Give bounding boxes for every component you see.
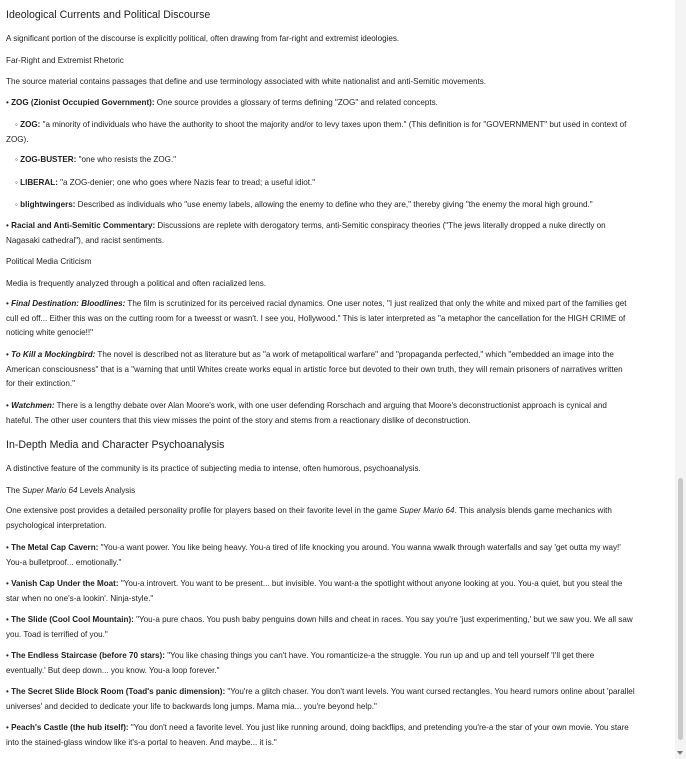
list-item-label: Watchmen: — [11, 401, 55, 410]
scrollbar-thumb[interactable] — [678, 478, 683, 740]
list-item-to-kill-a-mockingbird — [6, 348, 666, 392]
paragraph-far-right-intro: The source material contains passages that define and use terminology associated with white nationalist and anti-Semitic movements. — [6, 77, 487, 86]
heading-ideological-currents: Ideological Currents and Political Discourse — [6, 9, 211, 21]
list-item-text-cont: into the stained-glass window like it's-a portal to heaven. And maybe... it is." — [6, 737, 277, 747]
list-item-text: One source provides a glossary of terms defining "ZOG" and related concepts. — [154, 98, 438, 107]
list-item-label: To Kill a Mockingbird: — [11, 350, 96, 359]
list-item-text: There is a lengthy debate over Alan Moore's work, with one user defending Rorschach and arguing that Moore's deconstructionist approach is cynical and — [54, 401, 607, 410]
bullet: • — [6, 401, 9, 410]
list-item-final-destination — [6, 297, 666, 341]
list-item-label: The Slide (Cool Cool Mountain): — [11, 615, 134, 624]
bullet: • — [6, 299, 9, 308]
list-item-text: "You-a introvert. You want to be present... but invisible. You want-a the spotlight without anyone looking at you. You-a quiet, but you steal the — [118, 579, 623, 588]
bullet: • — [6, 221, 9, 230]
list-item-text-cont: American consciousness" that is a "warning that until Whites create works equal in artistic force but devoted to their own truth, they will remain prisoners of narratives written — [6, 364, 623, 374]
sub-bullet: ◦ — [15, 120, 18, 129]
list-item-label: ZOG: — [20, 120, 41, 129]
list-item-label: Racial and Anti-Semitic Commentary: — [11, 221, 156, 230]
list-item-text-cont: hateful. The other user counters that this view misses the point of the story and stems from a reactionary dislike of deconstruction. — [6, 415, 471, 425]
list-item-text-cont: cull ed off... Either this was on the cutting room for a tweesst or wasn't. I see you, Hollywood." This is later interpreted as "a metaphor the cancellation for the HIGH CRIME of — [6, 313, 626, 323]
paragraph-text: . This analysis blends game mechanics with — [454, 506, 612, 515]
subheading-far-right: Far-Right and Extremist Rhetoric — [6, 56, 124, 65]
list-item-blightwingers — [6, 198, 666, 213]
list-item-secret-slide — [6, 685, 666, 714]
list-item-text-cont: universes' and decided to dedicate your life to backwards long jumps. Mama mia... you're beyond help." — [6, 701, 377, 711]
list-item-text: Discussions are replete with derogatory terms, anti-Semitic conspiracy theories ("The jews literally dropped a nuke directly on — [155, 221, 606, 230]
list-item-label: LIBERAL: — [20, 178, 58, 187]
list-item-text: "You're a glitch chaser. You don't want levels. You want cursed rectangles. You heard rumors online about 'parallel — [225, 687, 635, 696]
bullet: • — [6, 687, 9, 696]
paragraph-text: One extensive post provides a detailed personality profile for players based on their favorite level in the game — [6, 506, 400, 515]
list-item-vanish-cap — [6, 577, 666, 606]
list-item-liberal — [6, 176, 666, 191]
list-item-racial-commentary — [6, 219, 666, 248]
subheading-sm64-levels — [6, 485, 666, 497]
list-item-label: ZOG-BUSTER: — [20, 155, 77, 164]
list-item-label: Final Destination: Bloodlines: — [11, 299, 126, 308]
bullet: • — [6, 543, 9, 552]
list-item-label: Peach's Castle (the hub itself): — [11, 723, 129, 732]
list-item-text-cont: Nagasaki cathedral"), and racist sentiments. — [6, 235, 165, 245]
list-item-the-slide — [6, 613, 666, 642]
list-item-label: Vanish Cap Under the Moat: — [11, 579, 119, 588]
subheading-political-media: Political Media Criticism — [6, 257, 92, 266]
list-item-text: "one who resists the ZOG." — [76, 155, 177, 164]
paragraph-text-cont: psychological interpretation. — [6, 520, 107, 530]
paragraph-political-media-intro: Media is frequently analyzed through a political and often racialized lens. — [6, 279, 267, 288]
paragraph-sm64-intro — [6, 504, 666, 533]
sub-bullet: ◦ — [15, 155, 18, 164]
list-item-text: "You don't need a favorite level. You just like running around, doing backflips, and pretending you're-a the star of your own movie. You stare — [128, 723, 629, 732]
list-item-label: The Endless Staircase (before 70 stars): — [11, 651, 165, 660]
sub-bullet: ◦ — [15, 178, 18, 187]
list-item-metal-cap-cavern — [6, 541, 666, 570]
bullet: • — [6, 579, 9, 588]
list-item-label: blightwingers: — [20, 200, 76, 209]
list-item-label: The Secret Slide Block Room (Toad's panic dimension): — [11, 687, 226, 696]
list-item-text: "You like chasing things you can't have. You romanticize-a the struggle. You run up and up and tell yourself 'I'll get there — [164, 651, 595, 660]
list-item-text: "a ZOG-denier; one who goes where Nazis fear to tread; a useful idiot." — [57, 178, 316, 187]
list-item-zog-definition-cont: ZOG). — [6, 135, 29, 144]
list-item-zog — [6, 96, 666, 111]
list-item-zog-buster — [6, 153, 666, 168]
list-item-endless-staircase — [6, 649, 666, 678]
list-item-text-cont: eventually.' But deep down... you know. You-a loop forever." — [6, 665, 220, 675]
bullet: • — [6, 651, 9, 660]
list-item-watchmen — [6, 399, 666, 428]
subheading-text: Levels Analysis — [77, 486, 136, 495]
bullet: • — [6, 350, 9, 359]
list-item-text: "You-a pure chaos. You push baby penguins down hills and cheat in races. You say you're 'just experimenting,' but we saw you. We all saw — [133, 615, 633, 624]
list-item-text-cont: noticing white genocie!!" — [6, 328, 94, 338]
list-item-text-cont: you. Toad is terrified of you." — [6, 629, 108, 639]
vertical-scrollbar[interactable] — [675, 0, 686, 759]
subheading-game-title: Super Mario 64 — [22, 486, 78, 495]
list-item-text: Described as individuals who "use enemy labels, allowing the enemy to define who they are," thereby giving "the enemy the moral high ground." — [75, 200, 593, 209]
bullet: • — [6, 723, 9, 732]
list-item-label: ZOG (Zionist Occupied Government): — [11, 98, 155, 107]
list-item-text-cont: for their extinction." — [6, 379, 76, 389]
bullet: • — [6, 615, 9, 624]
list-item-text: The film is scrutinized for its perceived racial dynamics. One user notes, "I just realized that only the white and mixed part of the families get — [125, 299, 627, 308]
list-item-label: The Metal Cap Cavern: — [11, 543, 99, 552]
list-item-text: "You-a want power. You like being heavy. You-a tired of life knocking you around. You wanna wwalk through waterfalls and say 'get outta my way!' — [98, 543, 621, 552]
subheading-text: The — [6, 486, 23, 495]
list-item-peachs-castle — [6, 721, 666, 750]
bullet: • — [6, 98, 9, 107]
list-item-text-cont: star when no one's-a lookin'. Ninja-style." — [6, 593, 154, 603]
paragraph-ideological-intro: A significant portion of the discourse is explicitly political, often drawing from far-right and extremist ideologies. — [6, 34, 400, 43]
list-item-text: The novel is described not as literature but as "a work of metapolitical warfare" and "propaganda perfected," which "embedded an image into the — [95, 350, 614, 359]
list-item-zog-definition — [6, 118, 666, 133]
chevron-down-icon[interactable] — [677, 751, 683, 755]
heading-in-depth-media: In-Depth Media and Character Psychoanalysis — [6, 439, 225, 451]
sub-bullet: ◦ — [15, 200, 18, 209]
list-item-text: "a minority of individuals who have the authority to shoot the majority and/or to levy taxes upon them." (This definition is for "GOVERNMENT" but used in context of — [40, 120, 627, 129]
paragraph-game-title: Super Mario 64 — [399, 506, 455, 515]
paragraph-in-depth-intro: A distinctive feature of the community is its practice of subjecting media to intense, often humorous, psychoanalysis. — [6, 464, 421, 473]
list-item-text-cont: You-a bulletproof... emotionally." — [6, 557, 122, 567]
